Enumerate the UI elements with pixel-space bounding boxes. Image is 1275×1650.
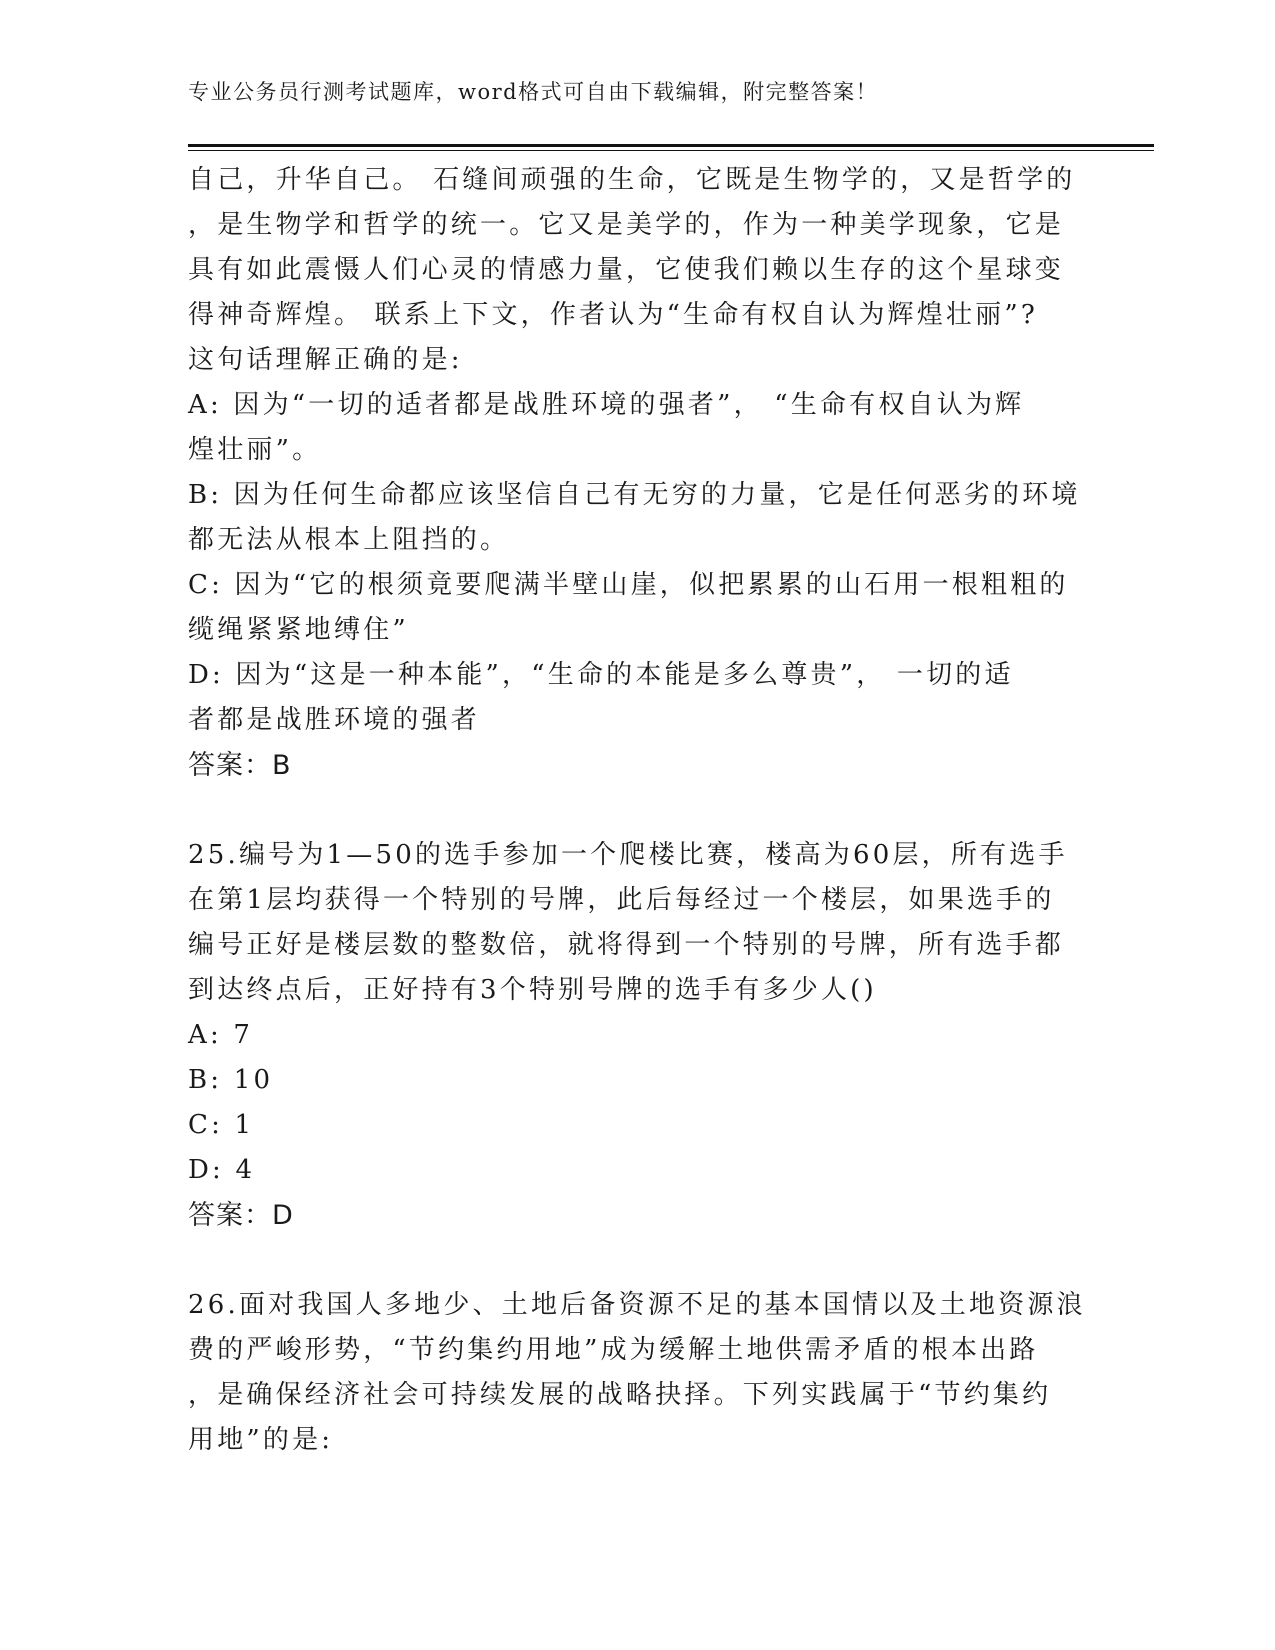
option-a: A: 7 bbox=[188, 1020, 254, 1050]
passage-line: ，是生物学和哲学的统一。它又是美学的，作为一种美学现象，它是 bbox=[188, 210, 1065, 240]
option-d: D: 4 bbox=[188, 1155, 256, 1185]
question-24-options bbox=[188, 383, 1088, 743]
stem-line: 到达终点后，正好持有3个特别号牌的选手有多少人() bbox=[188, 975, 877, 1005]
stem-line: 用地”的是: bbox=[188, 1425, 334, 1455]
page-header: 专业公务员行测考试题库，word格式可自由下载编辑，附完整答案！ bbox=[188, 80, 879, 104]
stem-line: 26.面对我国人多地少、土地后备资源不足的基本国情以及土地资源浪 bbox=[188, 1290, 1086, 1320]
option-a-line: 煌壮丽”。 bbox=[188, 435, 322, 465]
option-b-line: 都无法从根本上阻挡的。 bbox=[188, 525, 510, 555]
passage-line: 得神奇辉煌。 联系上下文，作者认为“生命有权自认为辉煌壮丽”? bbox=[188, 300, 1038, 330]
page-content bbox=[188, 158, 1088, 1463]
option-a-line: A: 因为“一切的适者都是战胜环境的强者”， “生命有权自认为辉 bbox=[188, 390, 1025, 420]
question-24-passage bbox=[188, 158, 1088, 383]
option-d-line: 者都是战胜环境的强者 bbox=[188, 705, 481, 735]
spacer bbox=[188, 788, 1088, 833]
question-25-options bbox=[188, 1013, 1088, 1193]
stem-line: 在第1层均获得一个特别的号牌，此后每经过一个楼层，如果选手的 bbox=[188, 885, 1055, 915]
stem-line: 25.编号为1—50的选手参加一个爬楼比赛，楼高为60层，所有选手 bbox=[188, 840, 1068, 870]
question-26-stem bbox=[188, 1283, 1088, 1463]
stem-line: ，是确保经济社会可持续发展的战略抉择。下列实践属于“节约集约 bbox=[188, 1380, 1052, 1410]
header-rule-thick bbox=[188, 144, 1154, 147]
stem-line: 费的严峻形势，“节约集约用地”成为缓解土地供需矛盾的根本出路 bbox=[188, 1335, 1039, 1365]
option-c-line: C: 因为“它的根须竟要爬满半壁山崖，似把累累的山石用一根粗粗的 bbox=[188, 570, 1069, 600]
spacer bbox=[188, 1238, 1088, 1283]
option-b-line: B: 因为任何生命都应该坚信自己有无穷的力量，它是任何恶劣的环境 bbox=[188, 480, 1081, 510]
passage-line: 具有如此震慑人们心灵的情感力量，它使我们赖以生存的这个星球变 bbox=[188, 255, 1065, 285]
option-c-line: 缆绳紧紧地缚住” bbox=[188, 615, 409, 645]
question-24-answer: 答案：B bbox=[188, 750, 292, 781]
passage-line: 自己，升华自己。 石缝间顽强的生命，它既是生物学的，又是哲学的 bbox=[188, 165, 1076, 195]
option-d-line: D: 因为“这是一种本能”，“生命的本能是多么尊贵”， 一切的适 bbox=[188, 660, 1014, 690]
option-b: B: 10 bbox=[188, 1065, 274, 1095]
question-25-stem bbox=[188, 833, 1088, 1013]
option-c: C: 1 bbox=[188, 1110, 255, 1140]
passage-line: 这句话理解正确的是: bbox=[188, 345, 463, 375]
header-rule-thin bbox=[188, 150, 1154, 151]
stem-line: 编号正好是楼层数的整数倍，就将得到一个特别的号牌，所有选手都 bbox=[188, 930, 1065, 960]
question-25-answer: 答案：D bbox=[188, 1200, 294, 1231]
